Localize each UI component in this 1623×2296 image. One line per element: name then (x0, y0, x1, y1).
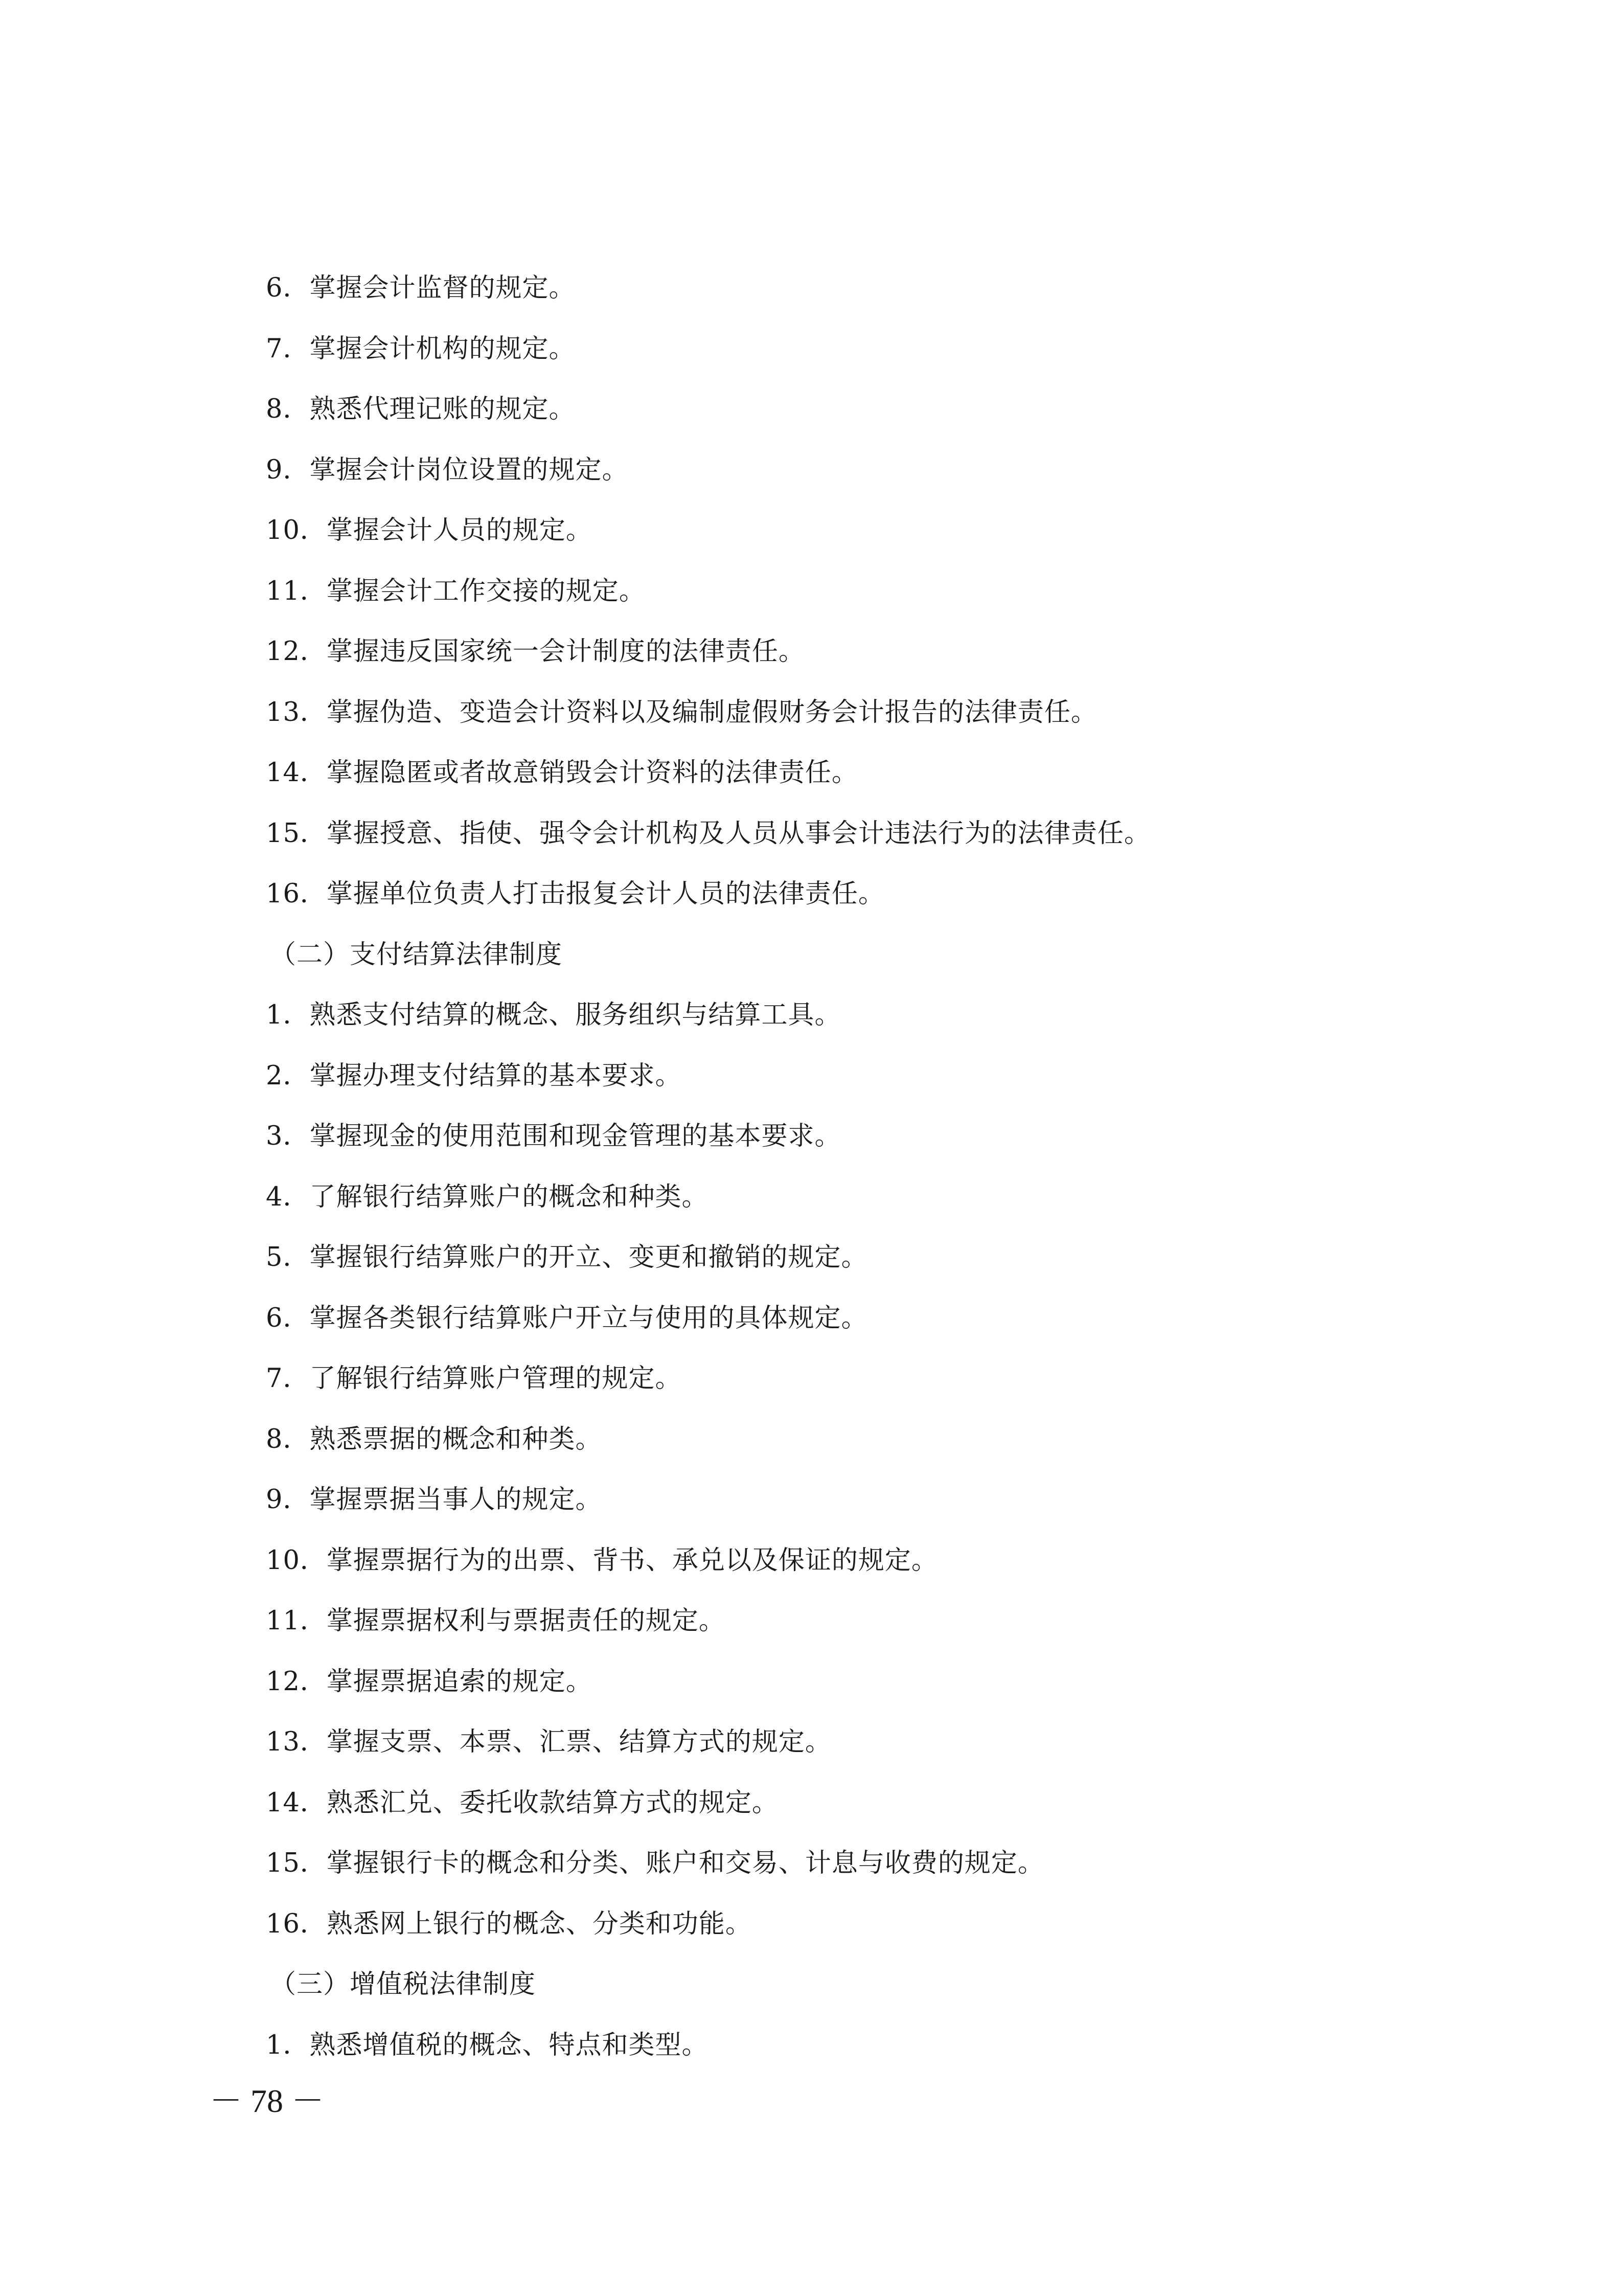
page-number: － 78 － (210, 2083, 324, 2119)
section-heading: （二）支付结算法律制度 (270, 939, 563, 970)
list-item: 7．了解银行结算账户管理的规定。 (266, 1363, 682, 1394)
list-item: 14．掌握隐匿或者故意销毁会计资料的法律责任。 (266, 758, 858, 788)
list-item: 16．熟悉网上银行的概念、分类和功能。 (266, 1908, 752, 1939)
list-item: 3．掌握现金的使用范围和现金管理的基本要求。 (266, 1121, 841, 1151)
list-item: 12．掌握票据追索的规定。 (266, 1666, 592, 1697)
section-heading: （三）增值税法律制度 (270, 1969, 536, 1999)
list-item: 7．掌握会计机构的规定。 (266, 333, 576, 364)
outline-list (266, 258, 1390, 2076)
list-item: 1．熟悉支付结算的概念、服务组织与结算工具。 (266, 1000, 841, 1030)
list-item: 15．掌握银行卡的概念和分类、账户和交易、计息与收费的规定。 (266, 1848, 1044, 1878)
list-item: 15．掌握授意、指使、强令会计机构及人员从事会计违法行为的法律责任。 (266, 818, 1151, 849)
list-item: 14．熟悉汇兑、委托收款结算方式的规定。 (266, 1787, 779, 1818)
list-item: 8．熟悉票据的概念和种类。 (266, 1424, 602, 1454)
list-item: 11．掌握票据权利与票据责任的规定。 (266, 1606, 725, 1636)
list-item: 1．熟悉增值税的概念、特点和类型。 (266, 2030, 708, 2060)
list-item: 5．掌握银行结算账户的开立、变更和撤销的规定。 (266, 1242, 868, 1272)
list-item: 11．掌握会计工作交接的规定。 (266, 576, 646, 606)
list-item: 2．掌握办理支付结算的基本要求。 (266, 1060, 682, 1091)
list-item: 4．了解银行结算账户的概念和种类。 (266, 1181, 708, 1212)
list-item: 10．掌握票据行为的出票、背书、承兑以及保证的规定。 (266, 1545, 938, 1576)
list-item: 13．掌握伪造、变造会计资料以及编制虚假财务会计报告的法律责任。 (266, 697, 1098, 728)
list-item: 8．熟悉代理记账的规定。 (266, 394, 576, 424)
list-item: 6．掌握会计监督的规定。 (266, 273, 576, 303)
list-item: 10．掌握会计人员的规定。 (266, 515, 592, 545)
list-item: 9．掌握票据当事人的规定。 (266, 1485, 602, 1515)
list-item: 12．掌握违反国家统一会计制度的法律责任。 (266, 636, 805, 667)
list-item: 16．掌握单位负责人打击报复会计人员的法律责任。 (266, 879, 885, 909)
list-item: 6．掌握各类银行结算账户开立与使用的具体规定。 (266, 1303, 868, 1333)
list-item: 9．掌握会计岗位设置的规定。 (266, 454, 629, 485)
list-item: 13．掌握支票、本票、汇票、结算方式的规定。 (266, 1727, 832, 1757)
